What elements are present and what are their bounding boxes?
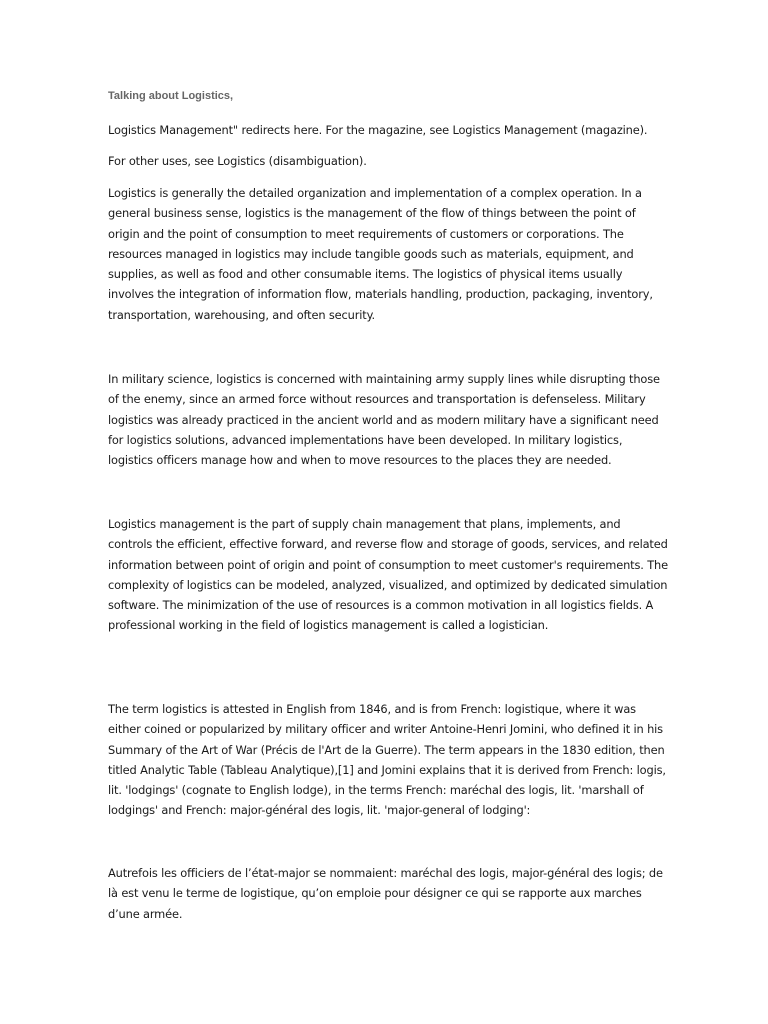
redirect-note: Logistics Management" redirects here. For the magazine, see Logistics Management (magazine). [108,123,648,137]
paragraph-management: Logistics management is the part of supply chain management that plans, implements, and controls the efficient, effective forward, and reverse flow and storage of goods, services, and related information between point of origin and point of consumption to meet customer's requirements. The complexity of logistics can be modeled, analyzed, visualized, and optimized by dedicated simulation software. The minimization of the use of resources is a common motivation in all logistics fields. A professional working in the field of logistics management is called a logistician. [108,517,668,633]
paragraph-definition: Logistics is generally the detailed organization and implementation of a complex operation. In a general business sense, logistics is the management of the flow of things between the point of origin and the point of consumption to meet requirements of customers or corporations. The resources managed in logistics may include tangible goods such as materials, equipment, and supplies, as well as food and other consumable items. The logistics of physical items usually involves the integration of information flow, materials handling, production, packaging, inventory, transportation, warehousing, and often security. [108,186,653,322]
paragraph-military: In military science, logistics is concerned with maintaining army supply lines while disrupting those of the enemy, since an armed force without resources and transportation is defenseless. Military logistics was already practiced in the ancient world and as modern military have a significant need for logistics solutions, advanced implementations have been developed. In military logistics, logistics officers manage how and when to move resources to the places they are needed. [108,372,660,468]
paragraph-french-quote: Autrefois les officiers de l’état-major se nommaient: maréchal des logis, major-général des logis; de là est venu le terme de logistique, qu’on emploie pour désigner ce qui se rapporte aux marches d’une armée. [108,866,663,921]
document-heading: Talking about Logistics, [108,90,234,102]
disambiguation-note: For other uses, see Logistics (disambiguation). [108,154,367,168]
paragraph-etymology: The term logistics is attested in English from 1846, and is from French: logistique, where it was either coined or popularized by military officer and writer Antoine-Henri Jomini, who defined it in his Summary of the Art of War (Précis de l'Art de la Guerre). The term appears in the 1830 edition, then titled Analytic Table (Tableau Analytique),[1] and Jomini explains that it is derived from French: logis, lit. 'lodgings' (cognate to English lodge), in the terms French: maréchal des logis, lit. 'marshall of lodgings' and French: major-général des logis, lit. 'major-general of lodging': [108,702,666,818]
